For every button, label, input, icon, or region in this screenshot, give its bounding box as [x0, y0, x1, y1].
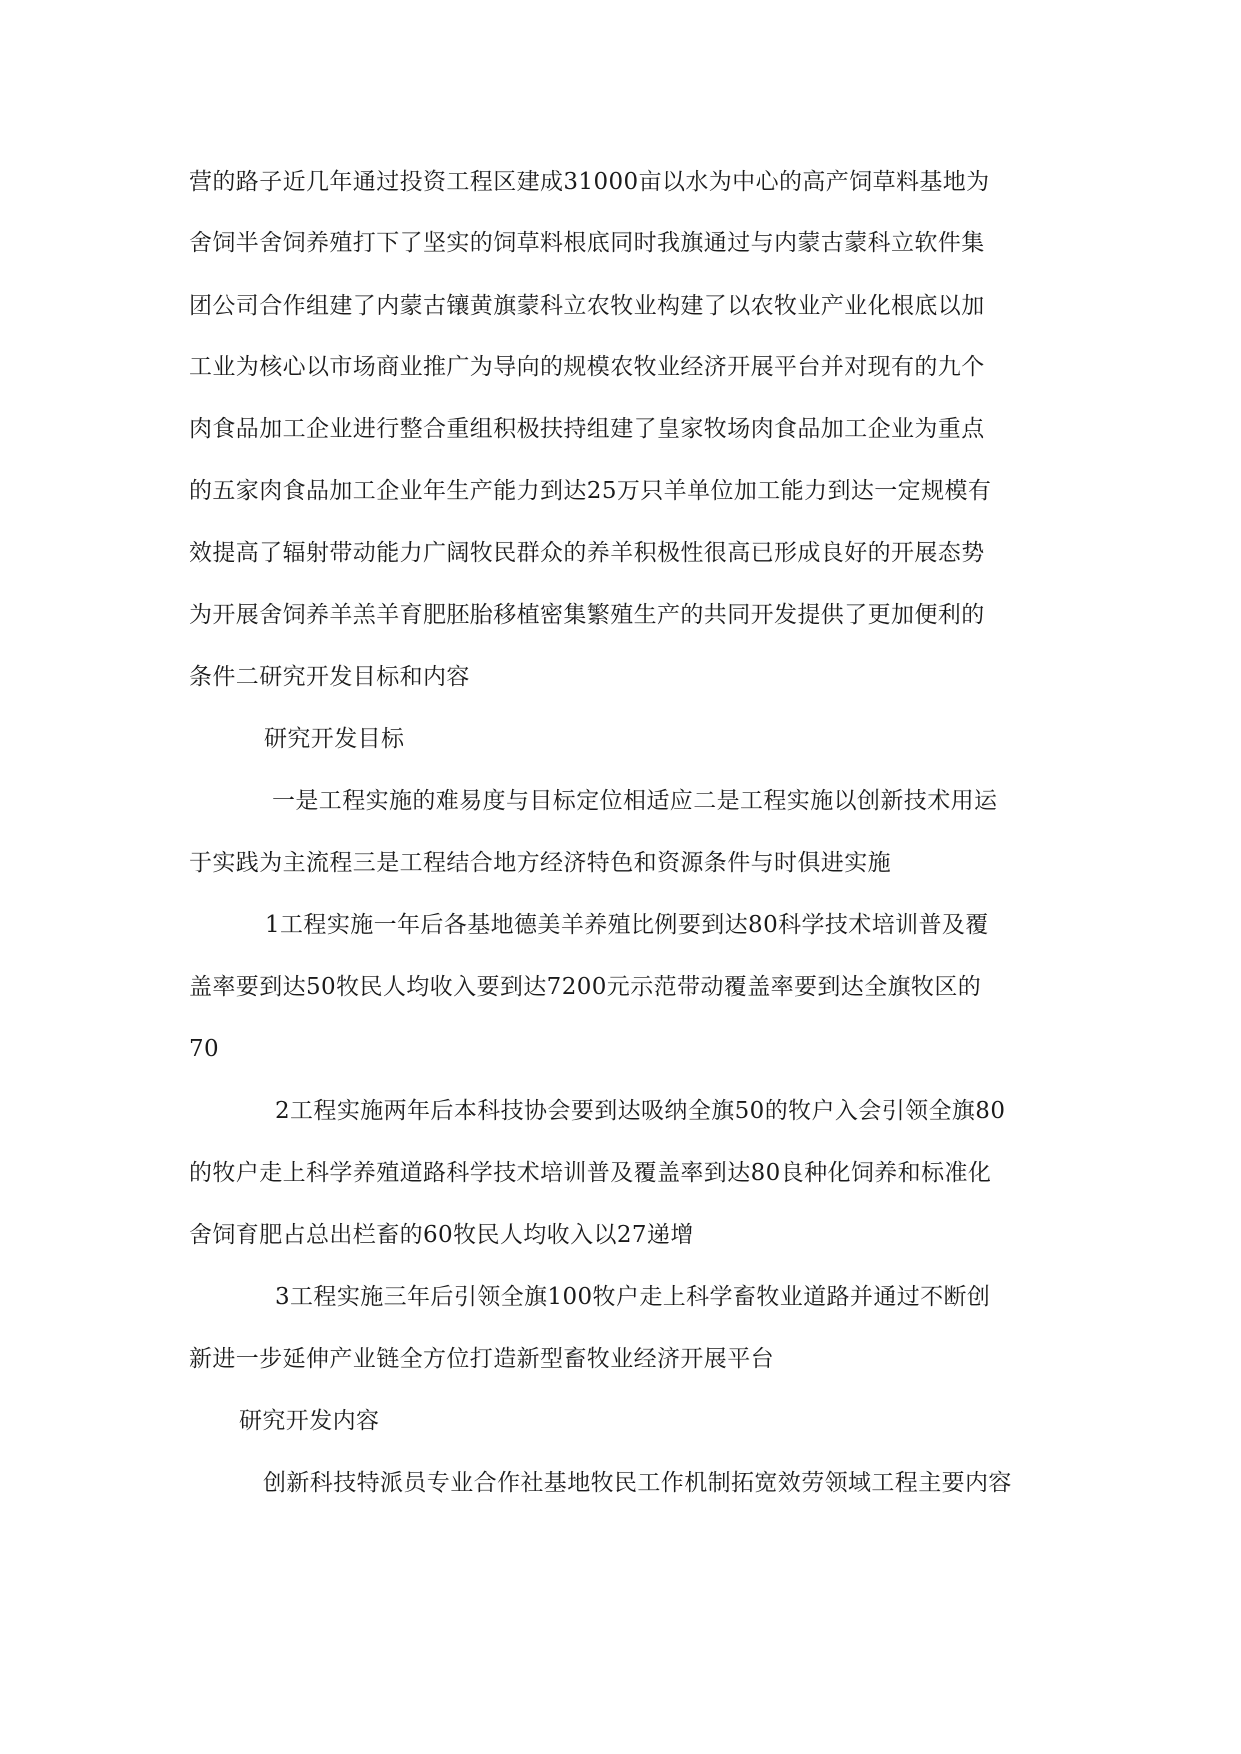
body-text-line: 创新科技特派员专业合作社基地牧民工作机制拓宽效劳领域工程主要内容: [263, 1470, 1012, 1496]
body-text-line: 肉食品加工企业进行整合重组积极扶持组建了皇家牧场肉食品加工企业为重点: [189, 416, 985, 442]
body-text-line: 团公司合作组建了内蒙古镶黄旗蒙科立农牧业构建了以农牧业产业化根底以加: [189, 293, 985, 319]
body-text-line: 效提高了辐射带动能力广阔牧民群众的养羊积极性很高已形成良好的开展态势: [189, 540, 985, 566]
body-text-line: 于实践为主流程三是工程结合地方经济特色和资源条件与时俱进实施: [189, 850, 891, 876]
body-text-line: 新进一步延伸产业链全方位打造新型畜牧业经济开展平台: [189, 1346, 774, 1372]
body-text-line: 盖率要到达50牧民人均收入要到达7200元示范带动覆盖率要到达全旗牧区的: [189, 974, 982, 1000]
body-text-line: 舍饲育肥占总出栏畜的60牧民人均收入以27递增: [189, 1222, 694, 1248]
body-text-line: 为开展舍饲养羊羔羊育肥胚胎移植密集繁殖生产的共同开发提供了更加便利的: [189, 602, 985, 628]
subsection-heading: 研究开发目标: [264, 726, 405, 752]
body-text-line: 工业为核心以市场商业推广为导向的规模农牧业经济开展平台并对现有的九个: [189, 354, 985, 380]
body-text-line: 舍饲半舍饲养殖打下了坚实的饲草料根底同时我旗通过与内蒙古蒙科立软件集: [189, 230, 985, 256]
section-heading: 条件二研究开发目标和内容: [189, 664, 470, 690]
body-text-line: 的五家肉食品加工企业年生产能力到达25万只羊单位加工能力到达一定规模有: [189, 478, 992, 504]
body-text-line: 2工程实施两年后本科技协会要到达吸纳全旗50的牧户入会引领全旗80: [275, 1098, 1006, 1124]
subsection-heading: 研究开发内容: [239, 1408, 380, 1434]
body-text-line: 3工程实施三年后引领全旗100牧户走上科学畜牧业道路并通过不断创: [275, 1284, 991, 1310]
body-text-line: 一是工程实施的难易度与目标定位相适应二是工程实施以创新技术用运: [272, 788, 998, 814]
body-text-line: 70: [189, 1036, 220, 1062]
body-text-line: 营的路子近几年通过投资工程区建成31000亩以水为中心的高产饲草料基地为: [189, 169, 990, 195]
body-text-line: 1工程实施一年后各基地德美羊养殖比例要到达80科学技术培训普及覆: [265, 912, 989, 938]
body-text-line: 的牧户走上科学养殖道路科学技术培训普及覆盖率到达80良种化饲养和标准化: [189, 1160, 992, 1186]
